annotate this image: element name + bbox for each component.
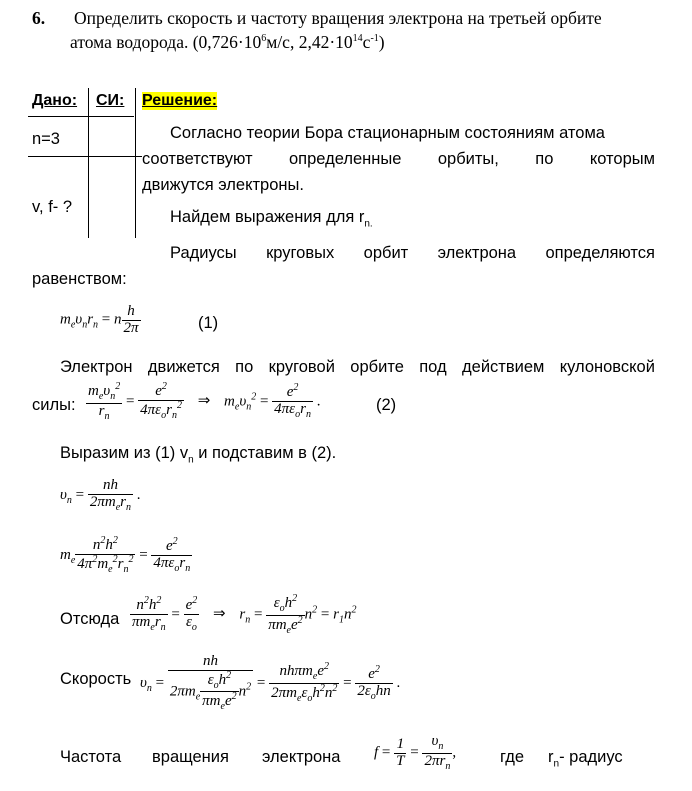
table-divider-2 bbox=[135, 88, 136, 238]
problem-number: 6. bbox=[32, 8, 46, 28]
hence-label: Отсюда bbox=[60, 610, 120, 628]
equation-1: $m_e\upsilon_nr_n = n$ $\frac{h}{2\pi}$ bbox=[60, 303, 139, 336]
freq-radius: $r_n-$ радиус bbox=[548, 748, 623, 770]
given-header: Дано: bbox=[32, 92, 78, 109]
freq-where: где bbox=[500, 748, 525, 766]
si-header: СИ: bbox=[96, 92, 125, 109]
solution-p3-line2: равенством: bbox=[32, 270, 127, 288]
equation-1-label: (1) bbox=[198, 314, 219, 332]
solution-p1-line3: движутся электроны. bbox=[142, 176, 304, 194]
solution-header: Решение: bbox=[142, 92, 218, 109]
equation-speed: $\upsilon_n$ = nh $2\pi m_e$ $\frac{\varepsilon_oh^2}{\pi m_ee^2}$ $n^2$ = $\frac{nh\pi m_ee^2}{2\pi m_e\varepsilon_oh^2n^2}$ = $\frac{e^2}{2\varepsilon_ohn}$ . bbox=[140, 653, 401, 713]
solution-p5: Выразим из (1) $v_n$ и подставим в (2). bbox=[60, 444, 337, 466]
equation-frequency: f = $\frac{1}{T}$ = $\frac{\upsilon_n}{2\pi r_n}$ , bbox=[374, 733, 457, 772]
problem-line-2: атома водорода. ($0,726\cdot 10^6м/с$, $2,42\cdot 10^{14}с^{-1}$) bbox=[70, 32, 385, 52]
solution-p3-line1: Радиусы круговых орбит электрона определяются bbox=[170, 244, 655, 262]
speed-label: Скорость bbox=[60, 670, 132, 688]
given-unknowns: v, f- ? bbox=[32, 198, 73, 216]
table-row-rule bbox=[28, 156, 142, 157]
problem-statement bbox=[32, 8, 602, 29]
solution-p1-line1: Согласно теории Бора стационарным состояниям атома bbox=[170, 124, 605, 142]
equation-substituted: $m_e$ $\frac{n^2h^2}{4\pi^2m_e^2r_n^2}$ = $\frac{e^2}{4\pi\varepsilon_or_n}$ bbox=[60, 535, 191, 575]
forces-prefix: силы: bbox=[32, 396, 76, 414]
equation-2: $\frac{m_e\upsilon_n^2}{r_n}$ = $\frac{e^2}{4\pi\varepsilon_or_n^2}$ ⇒ $m_e\upsilon_n^2$ = $\frac{e^2}{4\pi\varepsilon_or_n}$ . bbox=[88, 381, 321, 422]
solution-p2: Найдем выражения для $r_{n.}$ bbox=[170, 208, 373, 230]
freq-word-3: электрона bbox=[262, 748, 341, 766]
solution-p1-line2: соответствуют определенные орбиты, по которым bbox=[142, 150, 655, 168]
freq-word-1: Частота bbox=[60, 748, 122, 766]
equation-2-label: (2) bbox=[376, 396, 397, 414]
table-header-rule bbox=[28, 116, 134, 117]
equation-radius: $\frac{n^2h^2}{\pi m_er_n}$ = $\frac{e^2}{\varepsilon_o}$ ⇒ $r_n$ = $\frac{\varepsilon_oh^2}{\pi m_ee^2}$ $n^2 = r_1n^2$ bbox=[132, 593, 357, 636]
solution-p4-line1: Электрон движется по круговой орбите под действием кулоновской bbox=[60, 358, 655, 376]
problem-line-1: Определить скорость и частоту вращения электрона на третьей орбите bbox=[74, 8, 602, 28]
given-n: n=3 bbox=[32, 130, 60, 148]
table-divider-1 bbox=[88, 88, 89, 238]
equation-velocity: $\upsilon_n$ = $\frac{nh}{2\pi m_er_n}$ . bbox=[60, 477, 141, 513]
freq-word-2: вращения bbox=[152, 748, 229, 766]
